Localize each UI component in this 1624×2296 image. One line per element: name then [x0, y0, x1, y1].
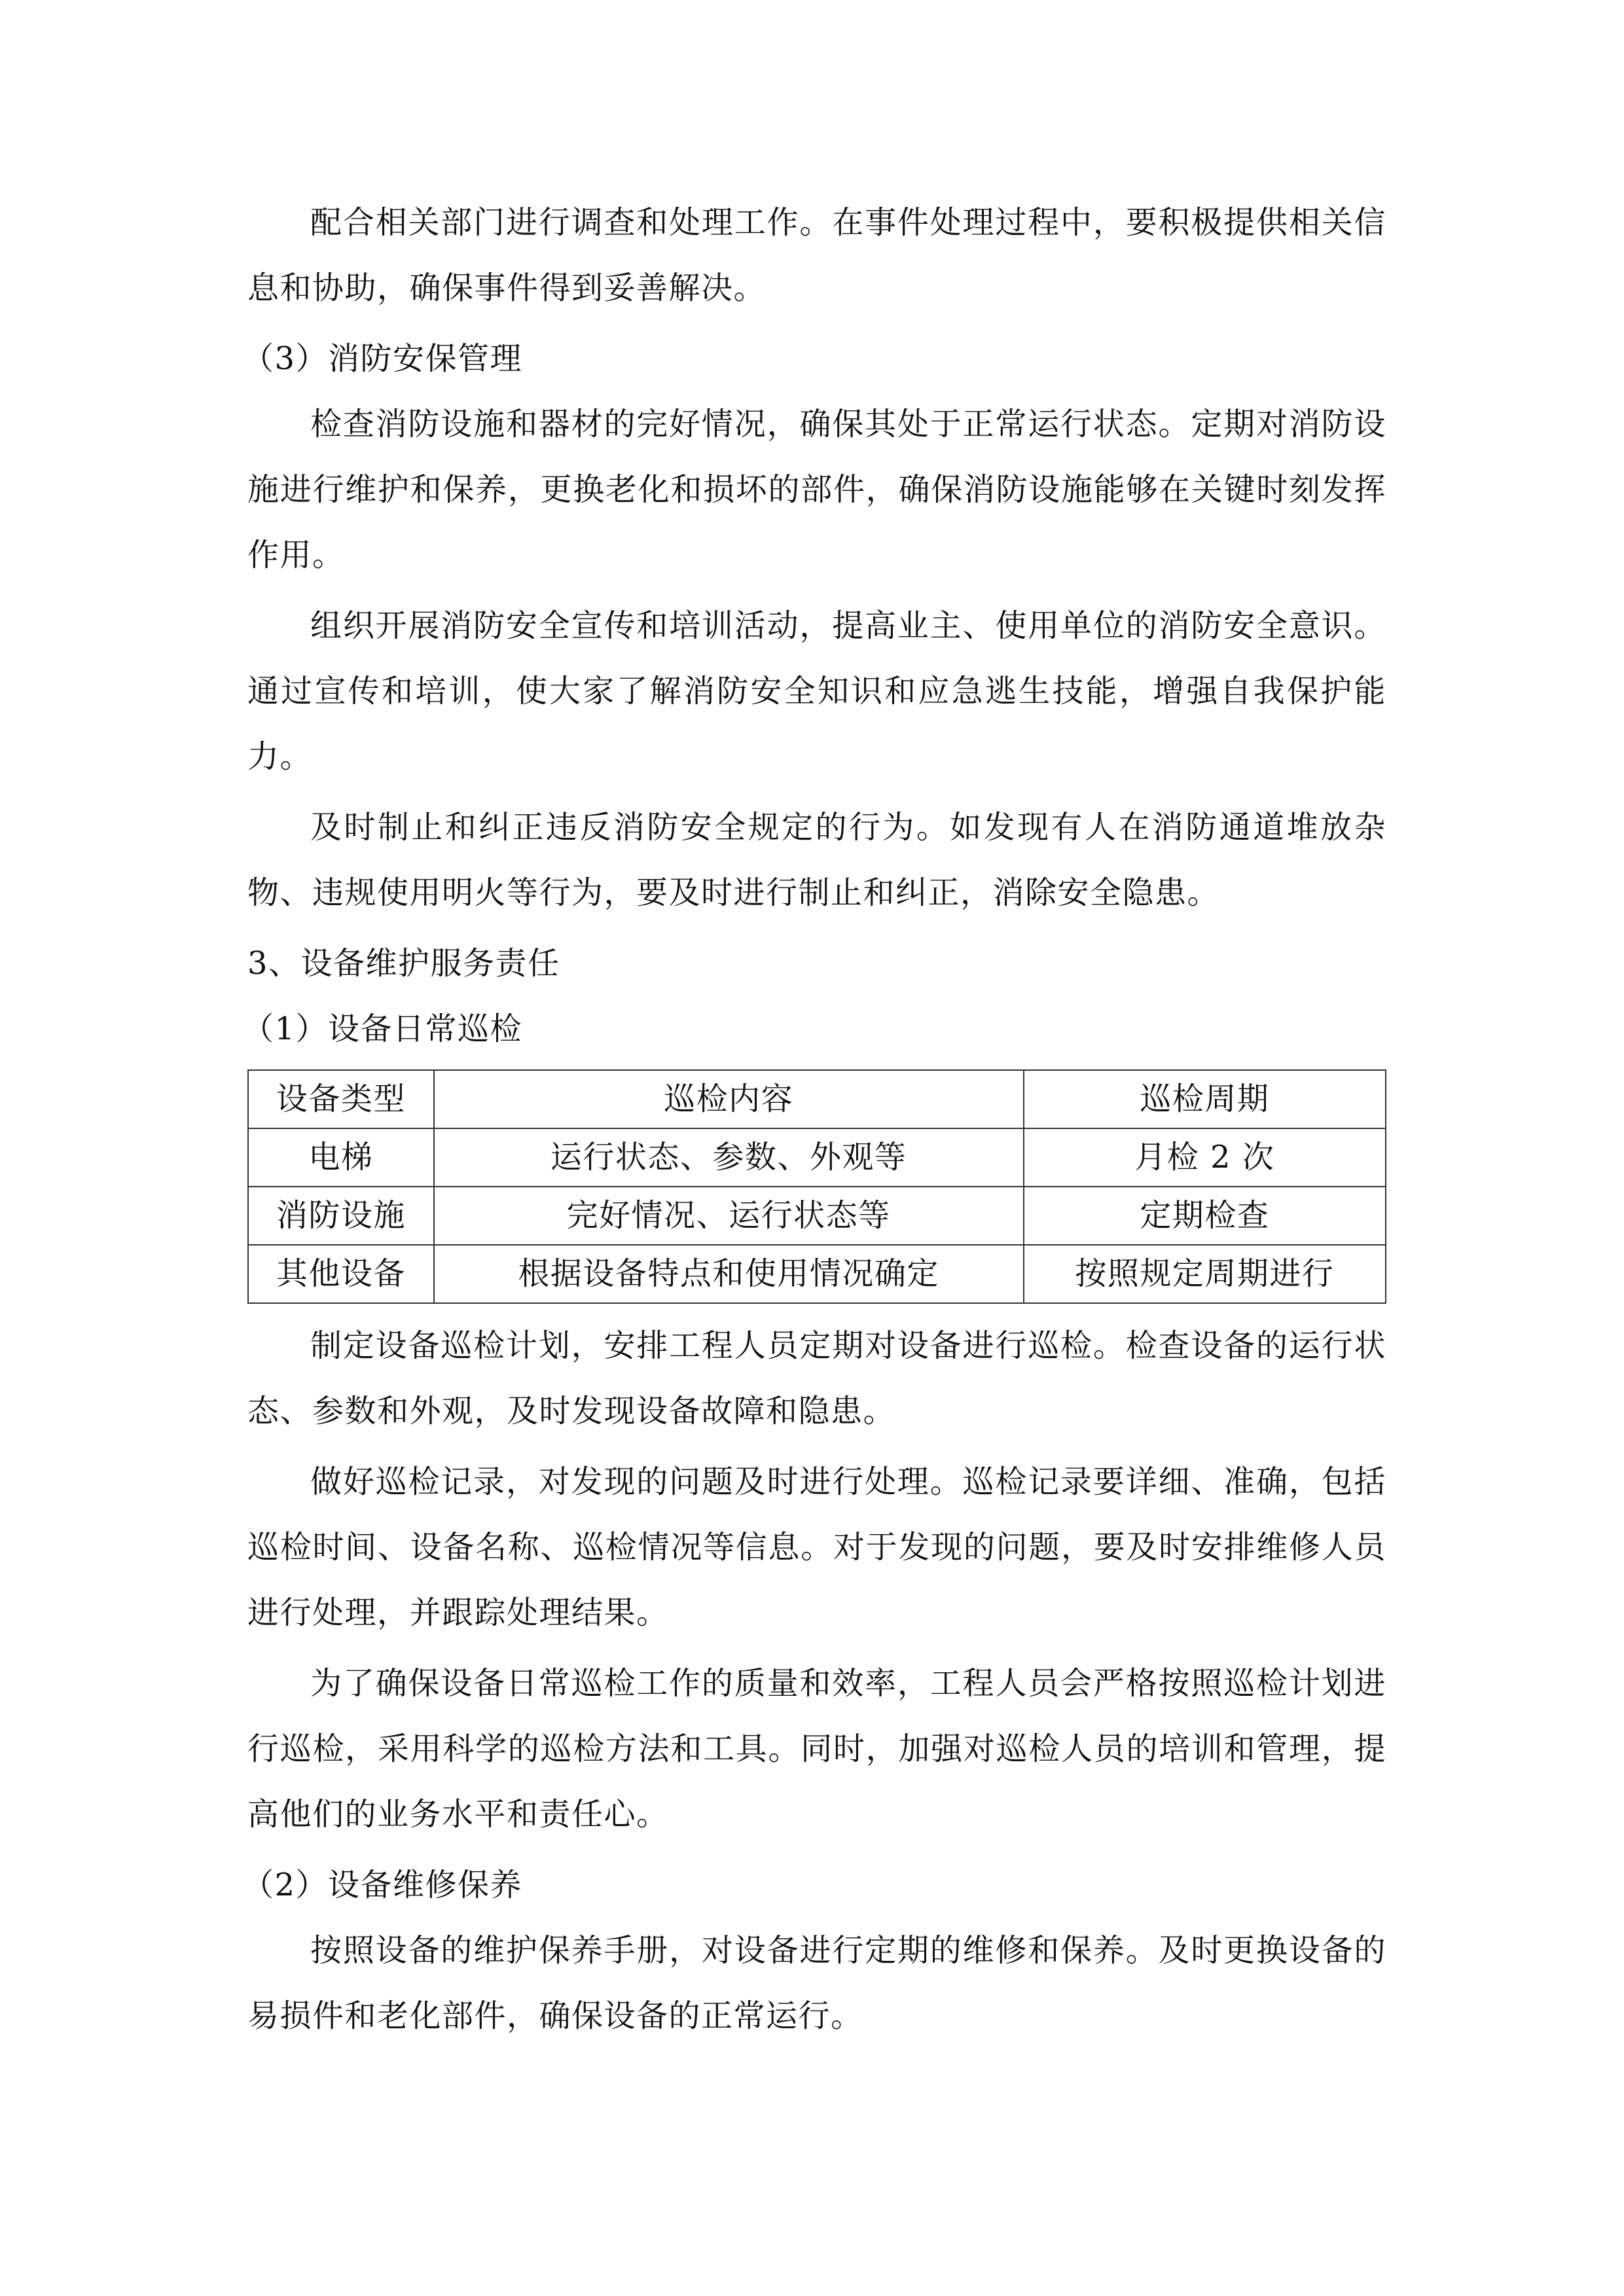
paragraph-inspection-records: 做好巡检记录，对发现的问题及时进行处理。巡检记录要详细、准确，包括巡检时间、设备名称、巡检情况等信息。对于发现的问题，要及时安排维修人员进行处理，并跟踪处理结果。 [247, 1463, 1386, 1631]
paragraph-fire-training: 组织开展消防安全宣传和培训活动，提高业主、使用单位的消防安全意识。通过宣传和培训，使大家了解消防安全知识和应急逃生技能，增强自我保护能力。 [247, 607, 1386, 775]
paragraph-fire-violation: 及时制止和纠正违反消防安全规定的行为。如发现有人在消防通道堆放杂物、违规使用明火等行为，要及时进行制止和纠正，消除安全隐患。 [247, 809, 1386, 911]
paragraph-inspection-quality: 为了确保设备日常巡检工作的质量和效率，工程人员会严格按照巡检计划进行巡检，采用科学的巡检方法和工具。同时，加强对巡检人员的培训和管理，提高他们的业务水平和责任心。 [247, 1665, 1386, 1833]
table-header-cell: 巡检周期 [1024, 1070, 1386, 1128]
table-header-row [248, 1070, 1386, 1128]
inspection-table [247, 1069, 1386, 1304]
table-cell: 消防设施 [248, 1187, 434, 1245]
table-cell: 根据设备特点和使用情况确定 [434, 1245, 1024, 1303]
table-row [248, 1128, 1386, 1187]
table-header-cell: 巡检内容 [434, 1070, 1024, 1128]
subheading-daily-inspection: （1）设备日常巡检 [242, 1011, 523, 1047]
section-heading-equipment: 3、设备维护服务责任 [247, 945, 560, 982]
table-row [248, 1187, 1386, 1245]
table-cell: 定期检查 [1024, 1187, 1386, 1245]
table-header-cell: 设备类型 [248, 1070, 434, 1128]
paragraph-fire-facility-check: 检查消防设施和器材的完好情况，确保其处于正常运行状态。定期对消防设施进行维护和保养，更换老化和损坏的部件，确保消防设施能够在关键时刻发挥作用。 [247, 406, 1386, 573]
paragraph-inspection-plan: 制定设备巡检计划，安排工程人员定期对设备进行巡检。检查设备的运行状态、参数和外观，及时发现设备故障和隐患。 [247, 1327, 1386, 1429]
document-content [242, 190, 1386, 2054]
table-cell: 月检 2 次 [1024, 1128, 1386, 1187]
table-cell: 按照规定周期进行 [1024, 1245, 1386, 1303]
table-cell: 其他设备 [248, 1245, 434, 1303]
table-cell: 完好情况、运行状态等 [434, 1187, 1024, 1245]
paragraph-investigation: 配合相关部门进行调查和处理工作。在事件处理过程中，要积极提供相关信息和协助，确保事件得到妥善解决。 [247, 204, 1386, 306]
paragraph-maintenance-manual: 按照设备的维护保养手册，对设备进行定期的维修和保养。及时更换设备的易损件和老化部件，确保设备的正常运行。 [247, 1932, 1386, 2034]
subheading-maintenance: （2）设备维修保养 [242, 1867, 523, 1903]
table-row [248, 1245, 1386, 1303]
subheading-fire-security: （3）消防安保管理 [242, 340, 523, 377]
table-cell: 运行状态、参数、外观等 [434, 1128, 1024, 1187]
table-cell: 电梯 [248, 1128, 434, 1187]
